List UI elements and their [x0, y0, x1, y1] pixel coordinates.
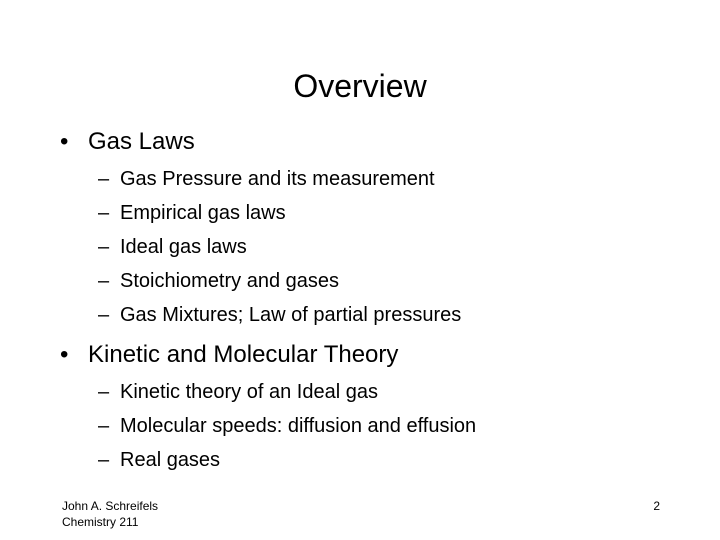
- dash-icon: –: [98, 270, 110, 292]
- sub-bullet: [98, 379, 378, 405]
- bullet-icon: •: [60, 341, 69, 368]
- sub-bullet: [98, 166, 435, 192]
- sub-bullet: [98, 302, 461, 328]
- dash-icon: –: [98, 236, 110, 258]
- sub-bullet-label: Ideal gas laws: [120, 236, 247, 258]
- page-number: 2: [653, 499, 660, 513]
- sub-bullet: [98, 268, 339, 294]
- sub-bullet: [98, 234, 247, 260]
- sub-bullet-label: Kinetic theory of an Ideal gas: [120, 381, 378, 403]
- sub-bullet: [98, 447, 220, 473]
- sub-bullet-label: Empirical gas laws: [120, 202, 286, 224]
- dash-icon: –: [98, 449, 110, 471]
- bullet-kinetic-molecular-theory: [60, 340, 398, 370]
- bullet-label: Kinetic and Molecular Theory: [88, 341, 399, 368]
- sub-bullet: [98, 200, 286, 226]
- footer-author: John A. Schreifels: [62, 499, 159, 513]
- sub-bullet-label: Gas Mixtures; Law of partial pressures: [120, 304, 462, 326]
- sub-bullet-label: Real gases: [120, 449, 221, 471]
- sub-bullet-label: Gas Pressure and its measurement: [120, 168, 435, 190]
- sub-bullet: [98, 413, 476, 439]
- slide-title: Overview: [293, 68, 427, 104]
- footer-course: Chemistry 211: [62, 515, 139, 529]
- bullet-icon: •: [60, 128, 69, 155]
- dash-icon: –: [98, 415, 110, 437]
- dash-icon: –: [98, 168, 110, 190]
- sub-bullet-label: Stoichiometry and gases: [120, 270, 340, 292]
- dash-icon: –: [98, 304, 110, 326]
- dash-icon: –: [98, 381, 110, 403]
- bullet-gas-laws: [60, 127, 195, 157]
- bullet-label: Gas Laws: [88, 128, 195, 155]
- sub-bullet-label: Molecular speeds: diffusion and effusion: [120, 415, 477, 437]
- dash-icon: –: [98, 202, 110, 224]
